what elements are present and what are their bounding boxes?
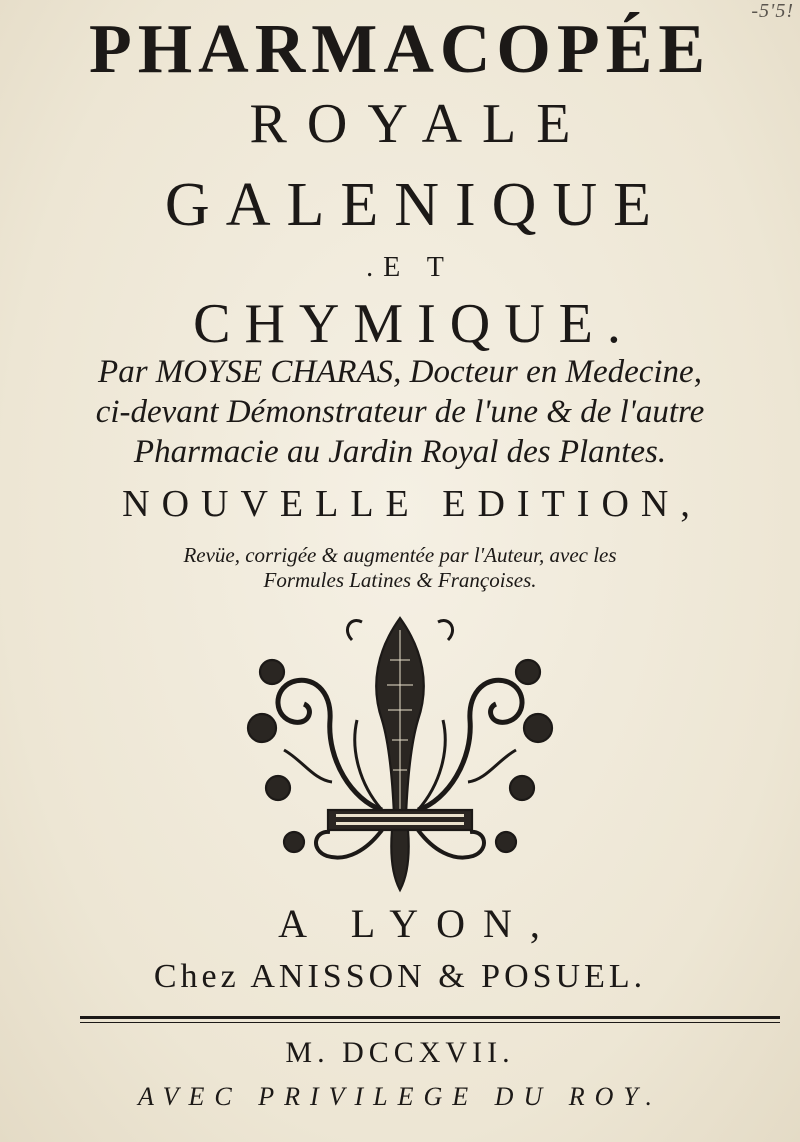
edition-heading: NOUVELLE EDITION, (122, 483, 702, 525)
author-block (0, 352, 800, 472)
title-line-galenique: GALENIQUE (164, 171, 668, 239)
edition-note (0, 543, 800, 593)
divider-thin (80, 1022, 780, 1023)
title-line-chymique: CHYMIQUE. (193, 293, 635, 355)
divider-thick (80, 1016, 780, 1019)
imprint-city: A LYON, (278, 901, 558, 946)
title-line-royale: ROYALE (249, 93, 591, 155)
title-line-et: .E T (366, 252, 454, 283)
author-line-3: Pharmacie au Jardin Royal des Plantes. (133, 434, 667, 470)
royal-privilege: AVEC PRIVILEGE DU ROY. (138, 1082, 662, 1111)
imprint-publisher: Chez ANISSON & POSUEL. (153, 958, 647, 995)
edition-note-line-2: Formules Latines & Françoises. (263, 568, 537, 592)
corner-mark: -5'5! (751, 0, 794, 22)
fleur-de-lis-ornament-icon (232, 610, 568, 895)
edition-note-line-1: Revüe, corrigée & augmentée par l'Auteur, avec les (183, 543, 617, 567)
title-line-pharmacopee: PHARMACOPÉE (88, 11, 712, 88)
author-line-2: ci-devant Démonstrateur de l'une & de l'autre (95, 394, 705, 430)
publication-year: M. DCCXVII. (285, 1036, 515, 1069)
author-line-1: Par MOYSE CHARAS, Docteur en Medecine, (98, 354, 702, 390)
